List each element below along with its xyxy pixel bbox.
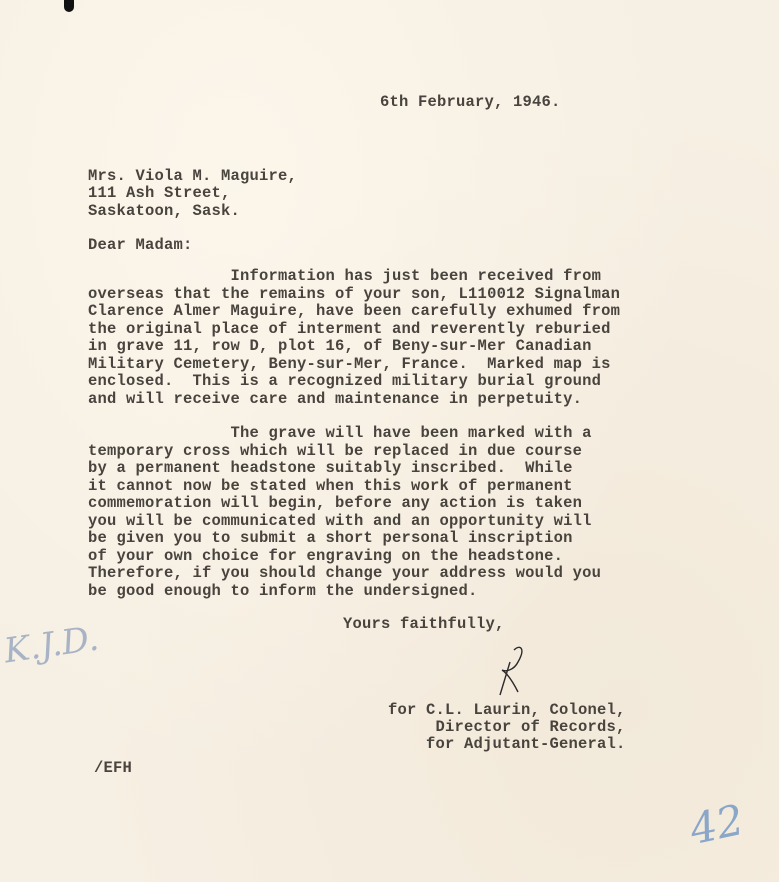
paragraph-line: by a permanent headstone suitably inscribed. While (88, 459, 573, 477)
paragraph-line: and will receive care and maintenance in perpetuity. (88, 390, 583, 408)
paragraph-line: it cannot now be stated when this work of permanent (88, 477, 573, 495)
paragraph-line: be good enough to inform the undersigned. (88, 582, 478, 600)
paragraph-line: temporary cross which will be replaced in due course (88, 442, 583, 460)
paragraph-line: of your own choice for engraving on the headstone. (88, 547, 564, 565)
paragraph-line: Military Cemetery, Beny-sur-Mer, France. Marked map is (88, 355, 611, 373)
paragraph-line: overseas that the remains of your son, L110012 Signalman (88, 285, 621, 303)
paragraph-line: enclosed. This is a recognized military burial ground (88, 372, 602, 390)
recipient-name: Mrs. Viola M. Maguire, (88, 167, 298, 185)
punch-hole-mark (64, 0, 74, 12)
paragraph-line: you will be communicated with and an opportunity will (88, 512, 592, 530)
closing: Yours faithfully, (343, 615, 505, 633)
paragraph-line: commemoration will begin, before any action is taken (88, 494, 583, 512)
signature-line-2: Director of Records, (388, 718, 626, 736)
recipient-street: 111 Ash Street, (88, 184, 231, 202)
paragraph-line: in grave 11, row D, plot 16, of Beny-sur-Mer Canadian (88, 337, 592, 355)
signature-line-1: for C.L. Laurin, Colonel, (388, 701, 626, 719)
margin-handwritten-note: K.J.D. (1, 618, 102, 672)
signature-line-3: for Adjutant-General. (388, 735, 626, 753)
paragraph-line: be given you to submit a short personal inscription (88, 529, 573, 547)
typist-initials: /EFH (94, 759, 133, 777)
recipient-city: Saskatoon, Sask. (88, 202, 241, 220)
paragraph-line: The grave will have been marked with a (88, 424, 592, 442)
letter-date: 6th February, 1946. (380, 93, 561, 111)
paragraph-line: Information has just been received from (88, 267, 602, 285)
salutation: Dear Madam: (88, 236, 193, 254)
signature-icon (480, 640, 540, 700)
paragraph-line: Clarence Almer Maguire, have been carefully exhumed from (88, 302, 621, 320)
paragraph-line: Therefore, if you should change your address would you (88, 564, 602, 582)
handwritten-page-number: 42 (685, 794, 748, 855)
paragraph-line: the original place of interment and reverently reburied (88, 320, 611, 338)
